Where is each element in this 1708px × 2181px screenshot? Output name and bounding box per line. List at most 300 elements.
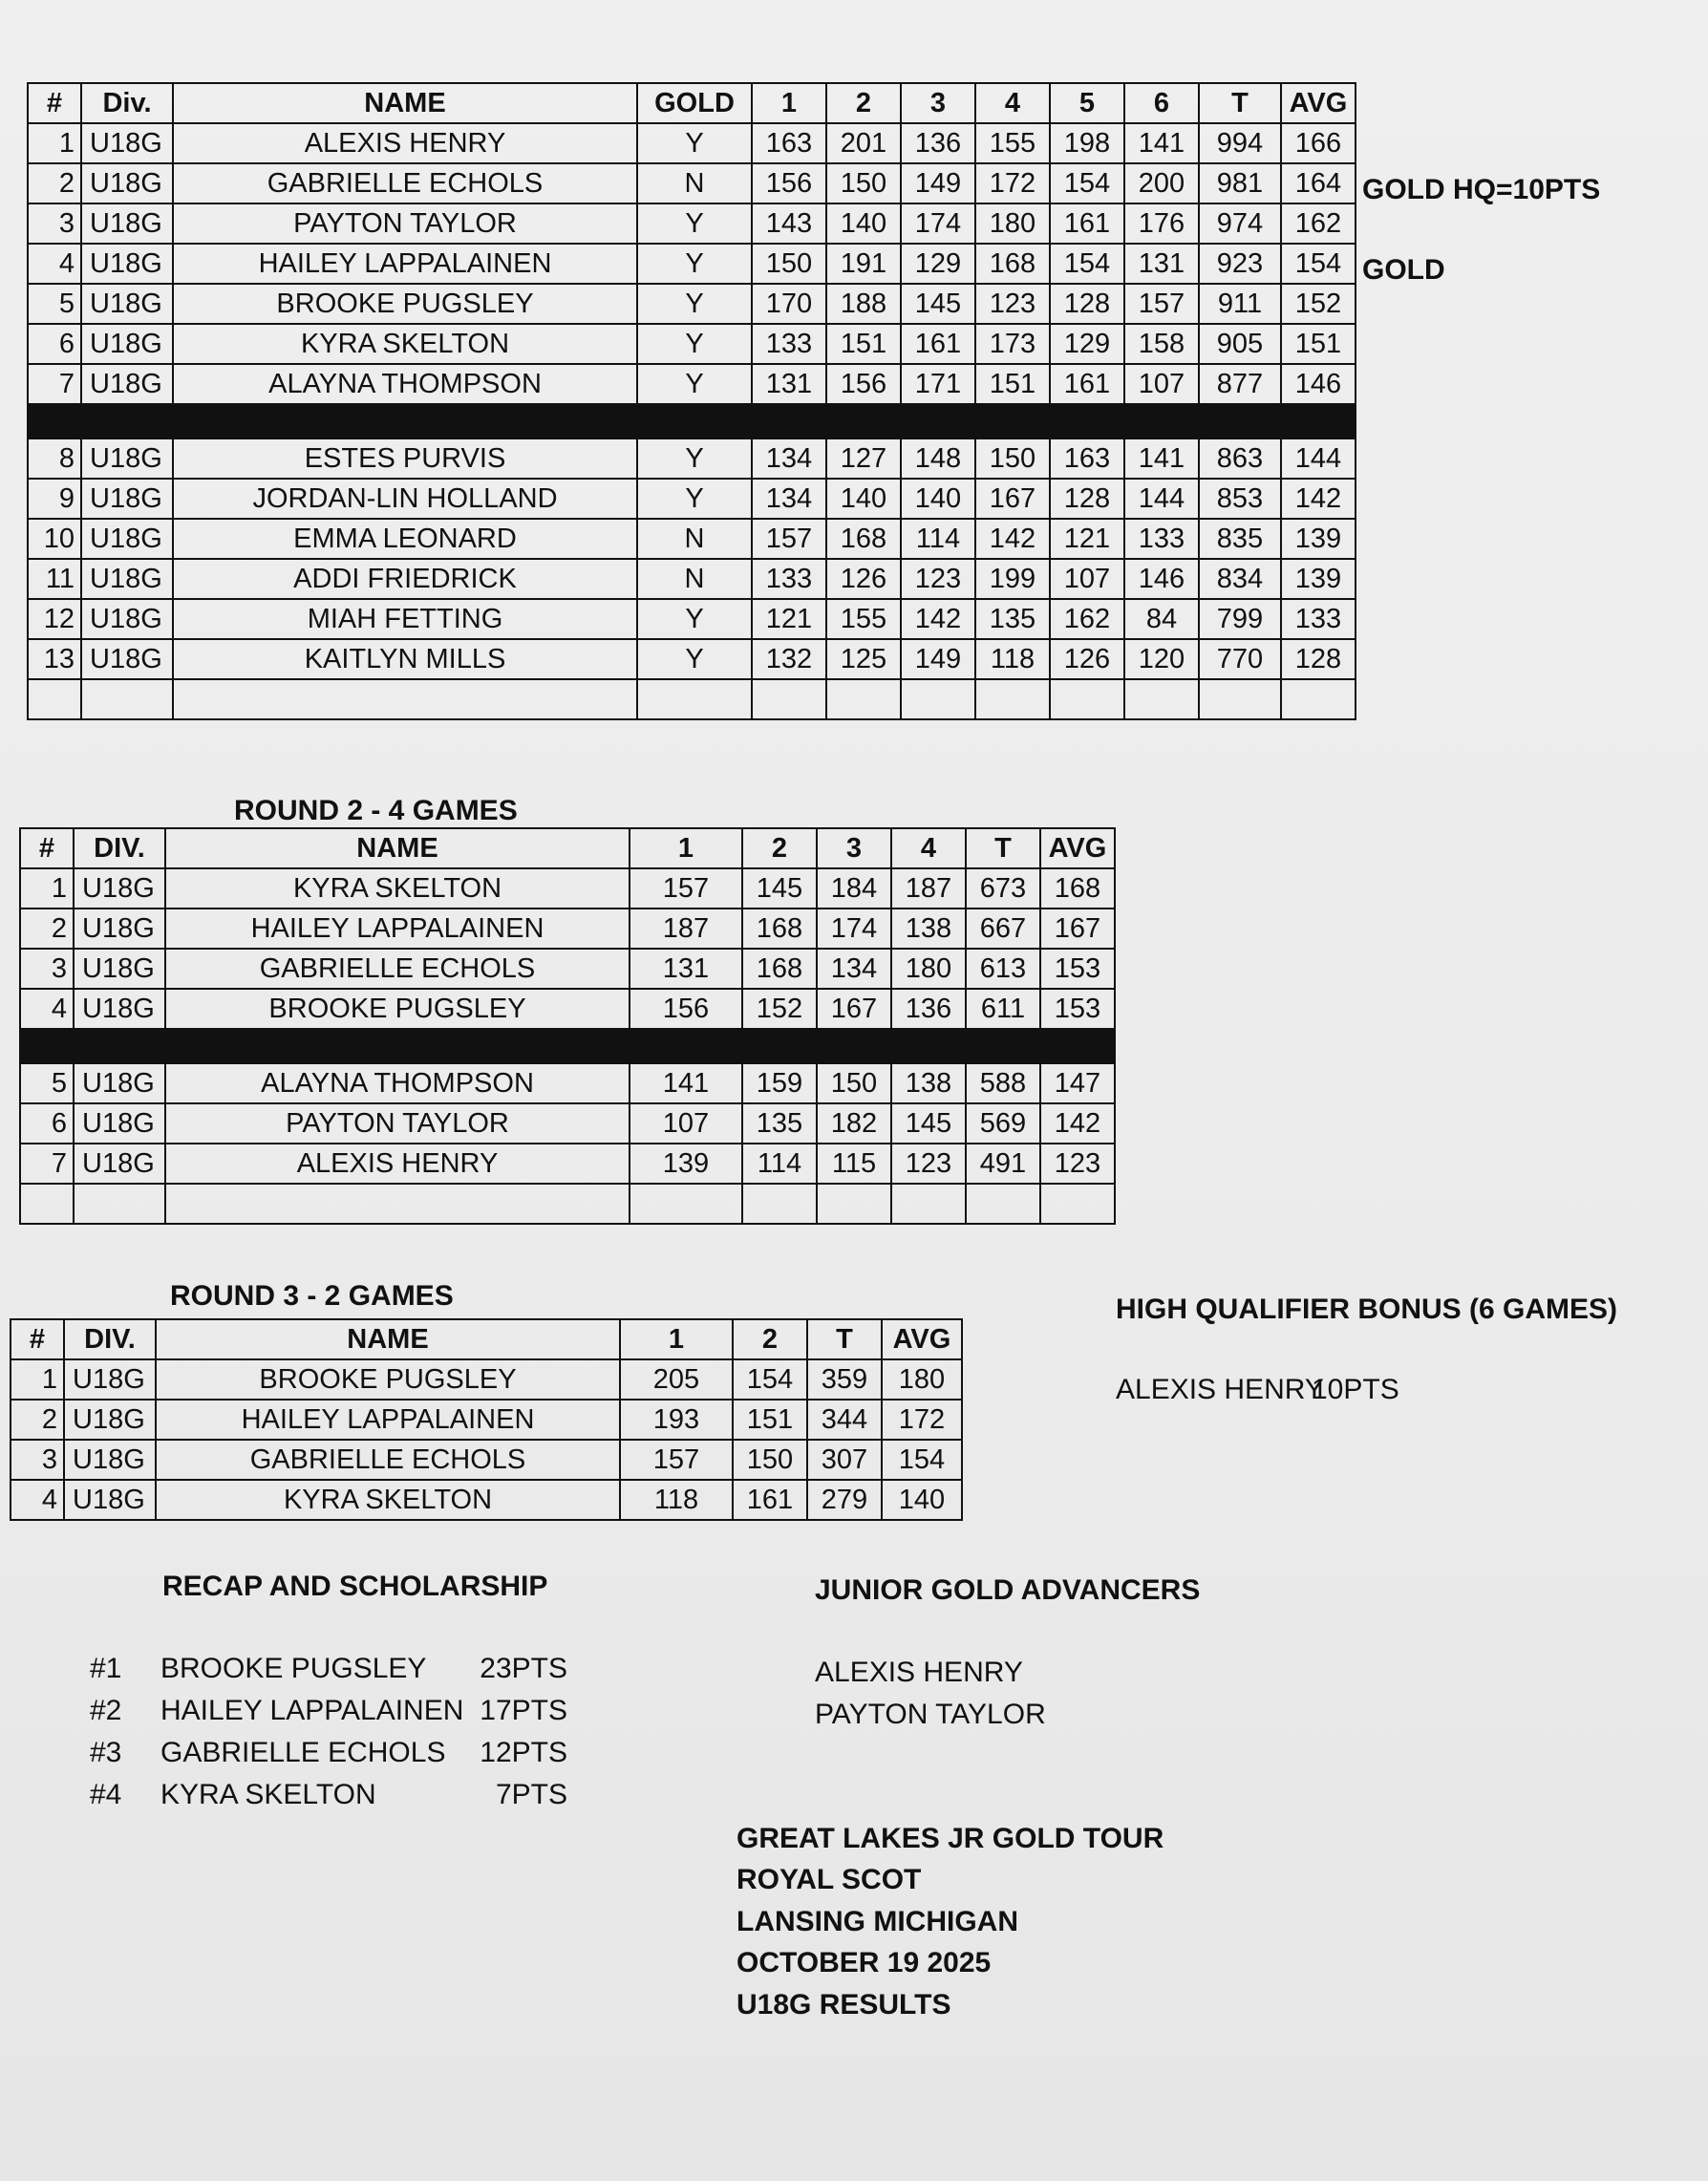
table-cell: 157 <box>1124 284 1199 324</box>
col-header: 4 <box>891 828 966 868</box>
table-cell: 159 <box>742 1063 817 1103</box>
table-cell: 135 <box>975 599 1050 639</box>
table-row <box>28 244 1356 284</box>
table-cell: 142 <box>975 519 1050 559</box>
table-cell: 131 <box>630 949 742 989</box>
table-cell: 8 <box>28 438 81 479</box>
table-cell: 142 <box>1281 479 1356 519</box>
table-cell: 156 <box>752 163 826 203</box>
table-cell: Y <box>637 324 752 364</box>
round2-table <box>19 827 1116 1225</box>
round1-table <box>27 82 1356 720</box>
table-cell: 141 <box>1124 123 1199 163</box>
table-cell: 2 <box>20 909 74 949</box>
table-cell: Y <box>637 479 752 519</box>
table-row <box>28 163 1356 203</box>
table-cell: 123 <box>891 1144 966 1184</box>
table-row <box>20 909 1115 949</box>
table-cell: 107 <box>1050 559 1124 599</box>
table-cell: 182 <box>817 1103 891 1144</box>
col-header: T <box>807 1319 882 1359</box>
table-cell: 835 <box>1199 519 1281 559</box>
table-row <box>28 284 1356 324</box>
table-cell: ESTES PURVIS <box>173 438 637 479</box>
table-cell: 114 <box>901 519 975 559</box>
table-cell: 126 <box>826 559 901 599</box>
table-cell: 121 <box>1050 519 1124 559</box>
table-cell: U18G <box>64 1480 156 1520</box>
table-cell: 911 <box>1199 284 1281 324</box>
col-header: 2 <box>826 83 901 123</box>
table-cell: 1 <box>11 1359 64 1400</box>
hq-bonus-points: 10PTS <box>1312 1374 1399 1405</box>
table-cell: 128 <box>1281 639 1356 679</box>
table-cell: 180 <box>891 949 966 989</box>
recap-name: GABRIELLE ECHOLS <box>160 1737 446 1768</box>
table-cell: 359 <box>807 1359 882 1400</box>
event-line: OCTOBER 19 2025 <box>737 1947 992 1978</box>
table-cell: 155 <box>975 123 1050 163</box>
table-cell: ALEXIS HENRY <box>173 123 637 163</box>
event-line: ROYAL SCOT <box>737 1864 922 1895</box>
table-cell: 158 <box>1124 324 1199 364</box>
table-cell: 139 <box>1281 519 1356 559</box>
table-cell: 84 <box>1124 599 1199 639</box>
col-header: AVG <box>1040 828 1115 868</box>
round3-table <box>10 1318 963 1521</box>
table-cell: 131 <box>1124 244 1199 284</box>
table-cell: 3 <box>28 203 81 244</box>
table-cell: 12 <box>28 599 81 639</box>
table-cell: 138 <box>891 909 966 949</box>
table-cell: 131 <box>752 364 826 404</box>
table-cell: 611 <box>966 989 1040 1029</box>
table-cell: 140 <box>826 479 901 519</box>
round3-title: ROUND 3 - 2 GAMES <box>170 1280 454 1312</box>
advancer-name: PAYTON TAYLOR <box>815 1699 1046 1730</box>
table-cell: 135 <box>742 1103 817 1144</box>
table-cell: 923 <box>1199 244 1281 284</box>
table-cell: 150 <box>733 1440 807 1480</box>
table-cell: Y <box>637 438 752 479</box>
table-cell: 120 <box>1124 639 1199 679</box>
table-cell: HAILEY LAPPALAINEN <box>156 1400 620 1440</box>
table-cell: 152 <box>1281 284 1356 324</box>
table-cell: 154 <box>1050 163 1124 203</box>
table-cell: 121 <box>752 599 826 639</box>
table-cell: 143 <box>752 203 826 244</box>
table-cell: 1 <box>20 868 74 909</box>
recap-rank: #1 <box>90 1653 122 1684</box>
table-cell: 168 <box>742 909 817 949</box>
table-cell: 673 <box>966 868 1040 909</box>
table-cell: U18G <box>81 599 173 639</box>
table-cell: 157 <box>752 519 826 559</box>
advancers-title: JUNIOR GOLD ADVANCERS <box>815 1574 1201 1606</box>
table-cell: KAITLYN MILLS <box>173 639 637 679</box>
round1-header-row <box>28 83 1356 123</box>
table-row <box>28 559 1356 599</box>
table-cell: 5 <box>28 284 81 324</box>
table-cell: 205 <box>620 1359 733 1400</box>
table-cell: 174 <box>817 909 891 949</box>
table-cell: U18G <box>74 989 165 1029</box>
table-row <box>20 1103 1115 1144</box>
table-cell: U18G <box>64 1359 156 1400</box>
table-cell: 144 <box>1281 438 1356 479</box>
cut-line-divider <box>28 404 1356 438</box>
table-cell: 180 <box>882 1359 962 1400</box>
table-cell: 150 <box>826 163 901 203</box>
col-header: NAME <box>165 828 630 868</box>
table-cell: U18G <box>64 1440 156 1480</box>
table-cell: 150 <box>752 244 826 284</box>
table-cell: GABRIELLE ECHOLS <box>165 949 630 989</box>
table-cell: 151 <box>975 364 1050 404</box>
table-cell: 140 <box>826 203 901 244</box>
table-cell: 138 <box>891 1063 966 1103</box>
table-cell: 2 <box>11 1400 64 1440</box>
table-cell: 140 <box>882 1480 962 1520</box>
table-cell: 134 <box>752 479 826 519</box>
recap-name: KYRA SKELTON <box>160 1779 376 1810</box>
table-cell: 905 <box>1199 324 1281 364</box>
table-cell: 168 <box>826 519 901 559</box>
table-cell: 127 <box>826 438 901 479</box>
table-cell: GABRIELLE ECHOLS <box>173 163 637 203</box>
table-cell: U18G <box>81 639 173 679</box>
gold-note: GOLD <box>1362 254 1445 286</box>
col-header: NAME <box>173 83 637 123</box>
table-cell: U18G <box>81 559 173 599</box>
table-cell: 171 <box>901 364 975 404</box>
table-cell: 133 <box>752 324 826 364</box>
table-cell: U18G <box>74 949 165 989</box>
recap-rank: #4 <box>90 1779 122 1810</box>
table-cell: 149 <box>901 639 975 679</box>
table-cell: 153 <box>1040 989 1115 1029</box>
table-cell: 134 <box>817 949 891 989</box>
table-cell: 152 <box>742 989 817 1029</box>
table-cell: 139 <box>1281 559 1356 599</box>
table-cell: 6 <box>28 324 81 364</box>
table-cell: 770 <box>1199 639 1281 679</box>
table-row <box>11 1359 962 1400</box>
table-cell: 140 <box>901 479 975 519</box>
table-cell: ALAYNA THOMPSON <box>173 364 637 404</box>
table-cell: 834 <box>1199 559 1281 599</box>
table-cell: 863 <box>1199 438 1281 479</box>
table-cell: U18G <box>74 909 165 949</box>
table-cell: U18G <box>81 438 173 479</box>
table-row <box>28 639 1356 679</box>
table-cell: 172 <box>882 1400 962 1440</box>
table-cell: 4 <box>11 1480 64 1520</box>
recap-title: RECAP AND SCHOLARSHIP <box>162 1571 548 1602</box>
table-cell: Y <box>637 244 752 284</box>
recap-name: BROOKE PUGSLEY <box>160 1653 427 1684</box>
table-cell: 156 <box>630 989 742 1029</box>
table-cell: U18G <box>81 324 173 364</box>
table-cell: 184 <box>817 868 891 909</box>
event-line: GREAT LAKES JR GOLD TOUR <box>737 1823 1164 1854</box>
col-header: NAME <box>156 1319 620 1359</box>
table-cell: N <box>637 559 752 599</box>
table-cell: 126 <box>1050 639 1124 679</box>
table-cell: JORDAN-LIN HOLLAND <box>173 479 637 519</box>
table-cell: BROOKE PUGSLEY <box>165 989 630 1029</box>
hq-bonus-name: ALEXIS HENRY <box>1116 1374 1324 1405</box>
table-cell: U18G <box>74 868 165 909</box>
col-header: 3 <box>901 83 975 123</box>
table-cell: 167 <box>1040 909 1115 949</box>
event-line: LANSING MICHIGAN <box>737 1906 1018 1937</box>
table-cell: 136 <box>901 123 975 163</box>
table-cell: 344 <box>807 1400 882 1440</box>
col-header: T <box>966 828 1040 868</box>
table-cell: U18G <box>81 123 173 163</box>
table-cell: 150 <box>817 1063 891 1103</box>
col-header: T <box>1199 83 1281 123</box>
table-cell: U18G <box>81 364 173 404</box>
table-row <box>20 868 1115 909</box>
table-cell: 128 <box>1050 284 1124 324</box>
table-cell: 154 <box>733 1359 807 1400</box>
table-cell: 128 <box>1050 479 1124 519</box>
table-row <box>20 949 1115 989</box>
table-cell: 4 <box>20 989 74 1029</box>
round3-header-row <box>11 1319 962 1359</box>
table-cell: ALAYNA THOMPSON <box>165 1063 630 1103</box>
table-cell: 132 <box>752 639 826 679</box>
table-cell: 146 <box>1124 559 1199 599</box>
round2-title: ROUND 2 - 4 GAMES <box>234 795 518 826</box>
table-cell: U18G <box>81 203 173 244</box>
col-header: DIV. <box>64 1319 156 1359</box>
table-row <box>28 438 1356 479</box>
table-cell: 114 <box>742 1144 817 1184</box>
round2-header-row <box>20 828 1115 868</box>
table-cell: 2 <box>28 163 81 203</box>
col-header: AVG <box>882 1319 962 1359</box>
table-cell: 201 <box>826 123 901 163</box>
table-cell: 163 <box>1050 438 1124 479</box>
table-cell: Y <box>637 639 752 679</box>
col-header: 3 <box>817 828 891 868</box>
table-cell: 155 <box>826 599 901 639</box>
table-cell: U18G <box>81 284 173 324</box>
recap-points: 7PTS <box>495 1779 567 1810</box>
table-cell: 200 <box>1124 163 1199 203</box>
table-cell: 157 <box>620 1440 733 1480</box>
table-cell: PAYTON TAYLOR <box>173 203 637 244</box>
table-cell: 279 <box>807 1480 882 1520</box>
table-cell: 167 <box>975 479 1050 519</box>
table-cell: MIAH FETTING <box>173 599 637 639</box>
table-row <box>20 989 1115 1029</box>
table-cell: 191 <box>826 244 901 284</box>
table-cell: N <box>637 163 752 203</box>
table-row <box>20 1144 1115 1184</box>
table-cell: 145 <box>901 284 975 324</box>
table-cell: 994 <box>1199 123 1281 163</box>
table-cell: 7 <box>28 364 81 404</box>
table-cell: 3 <box>20 949 74 989</box>
table-cell: EMMA LEONARD <box>173 519 637 559</box>
table-cell: GABRIELLE ECHOLS <box>156 1440 620 1480</box>
table-cell: 11 <box>28 559 81 599</box>
table-cell: 198 <box>1050 123 1124 163</box>
table-row <box>11 1480 962 1520</box>
table-cell: 188 <box>826 284 901 324</box>
recap-points: 23PTS <box>480 1653 567 1684</box>
table-cell: 161 <box>1050 364 1124 404</box>
table-cell: 149 <box>901 163 975 203</box>
table-cell: 154 <box>1281 244 1356 284</box>
table-row <box>11 1440 962 1480</box>
table-cell: 166 <box>1281 123 1356 163</box>
table-cell: U18G <box>81 244 173 284</box>
table-cell: 134 <box>752 438 826 479</box>
table-cell: 170 <box>752 284 826 324</box>
table-cell: 107 <box>1124 364 1199 404</box>
col-header: GOLD <box>637 83 752 123</box>
table-cell: 145 <box>742 868 817 909</box>
table-cell: 588 <box>966 1063 1040 1103</box>
table-cell: Y <box>637 123 752 163</box>
table-cell: 168 <box>742 949 817 989</box>
col-header: AVG <box>1281 83 1356 123</box>
table-cell: U18G <box>81 163 173 203</box>
table-cell: 157 <box>630 868 742 909</box>
table-cell: 491 <box>966 1144 1040 1184</box>
table-cell: U18G <box>81 519 173 559</box>
table-row <box>28 324 1356 364</box>
table-cell: 187 <box>630 909 742 949</box>
table-cell: PAYTON TAYLOR <box>165 1103 630 1144</box>
table-cell: 107 <box>630 1103 742 1144</box>
table-cell: U18G <box>74 1144 165 1184</box>
col-header: DIV. <box>74 828 165 868</box>
table-cell: 142 <box>901 599 975 639</box>
table-cell: 123 <box>901 559 975 599</box>
table-cell: 141 <box>1124 438 1199 479</box>
table-row <box>20 1063 1115 1103</box>
table-cell: 162 <box>1281 203 1356 244</box>
table-cell: 156 <box>826 364 901 404</box>
table-cell: 3 <box>11 1440 64 1480</box>
table-cell: 148 <box>901 438 975 479</box>
table-cell: 141 <box>630 1063 742 1103</box>
table-cell: HAILEY LAPPALAINEN <box>173 244 637 284</box>
table-cell: 307 <box>807 1440 882 1480</box>
table-cell: 180 <box>975 203 1050 244</box>
empty-row <box>20 1184 1115 1224</box>
table-cell: U18G <box>74 1063 165 1103</box>
recap-points: 17PTS <box>480 1695 567 1726</box>
table-cell: Y <box>637 203 752 244</box>
table-cell: 164 <box>1281 163 1356 203</box>
table-cell: 123 <box>1040 1144 1115 1184</box>
col-header: 1 <box>620 1319 733 1359</box>
table-cell: KYRA SKELTON <box>156 1480 620 1520</box>
table-cell: 9 <box>28 479 81 519</box>
col-header: 1 <box>752 83 826 123</box>
table-cell: 667 <box>966 909 1040 949</box>
table-cell: 877 <box>1199 364 1281 404</box>
table-row <box>28 123 1356 163</box>
table-cell: 147 <box>1040 1063 1115 1103</box>
table-cell: 799 <box>1199 599 1281 639</box>
table-cell: 10 <box>28 519 81 559</box>
table-cell: 4 <box>28 244 81 284</box>
col-header: Div. <box>81 83 173 123</box>
table-cell: 162 <box>1050 599 1124 639</box>
table-cell: U18G <box>74 1103 165 1144</box>
table-cell: 6 <box>20 1103 74 1144</box>
table-cell: 150 <box>975 438 1050 479</box>
table-cell: 118 <box>975 639 1050 679</box>
table-cell: 133 <box>752 559 826 599</box>
table-cell: Y <box>637 599 752 639</box>
table-row <box>28 479 1356 519</box>
recap-points: 12PTS <box>480 1737 567 1768</box>
table-cell: 981 <box>1199 163 1281 203</box>
table-cell: 161 <box>733 1480 807 1520</box>
table-cell: 151 <box>1281 324 1356 364</box>
table-row <box>28 599 1356 639</box>
col-header: 2 <box>742 828 817 868</box>
table-cell: 144 <box>1124 479 1199 519</box>
table-cell: 168 <box>1040 868 1115 909</box>
recap-rank: #3 <box>90 1737 122 1768</box>
table-cell: U18G <box>81 479 173 519</box>
recap-name: HAILEY LAPPALAINEN <box>160 1695 464 1726</box>
hq-bonus-title: HIGH QUALIFIER BONUS (6 GAMES) <box>1116 1294 1618 1325</box>
cut-line-divider <box>20 1029 1115 1063</box>
table-cell: 176 <box>1124 203 1199 244</box>
table-cell: 853 <box>1199 479 1281 519</box>
table-cell: 125 <box>826 639 901 679</box>
table-cell: 193 <box>620 1400 733 1440</box>
col-header: # <box>20 828 74 868</box>
col-header: # <box>28 83 81 123</box>
table-cell: BROOKE PUGSLEY <box>156 1359 620 1400</box>
table-cell: 136 <box>891 989 966 1029</box>
table-cell: 142 <box>1040 1103 1115 1144</box>
table-cell: 569 <box>966 1103 1040 1144</box>
table-cell: 187 <box>891 868 966 909</box>
table-cell: 151 <box>733 1400 807 1440</box>
table-cell: 154 <box>1050 244 1124 284</box>
table-cell: 133 <box>1281 599 1356 639</box>
table-cell: 163 <box>752 123 826 163</box>
col-header: # <box>11 1319 64 1359</box>
table-cell: N <box>637 519 752 559</box>
col-header: 4 <box>975 83 1050 123</box>
table-cell: 174 <box>901 203 975 244</box>
table-cell: 151 <box>826 324 901 364</box>
table-cell: 123 <box>975 284 1050 324</box>
col-header: 6 <box>1124 83 1199 123</box>
advancer-name: ALEXIS HENRY <box>815 1657 1023 1688</box>
table-row <box>28 203 1356 244</box>
col-header: 1 <box>630 828 742 868</box>
table-row <box>28 519 1356 559</box>
table-cell: 115 <box>817 1144 891 1184</box>
table-cell: 613 <box>966 949 1040 989</box>
table-cell: 139 <box>630 1144 742 1184</box>
